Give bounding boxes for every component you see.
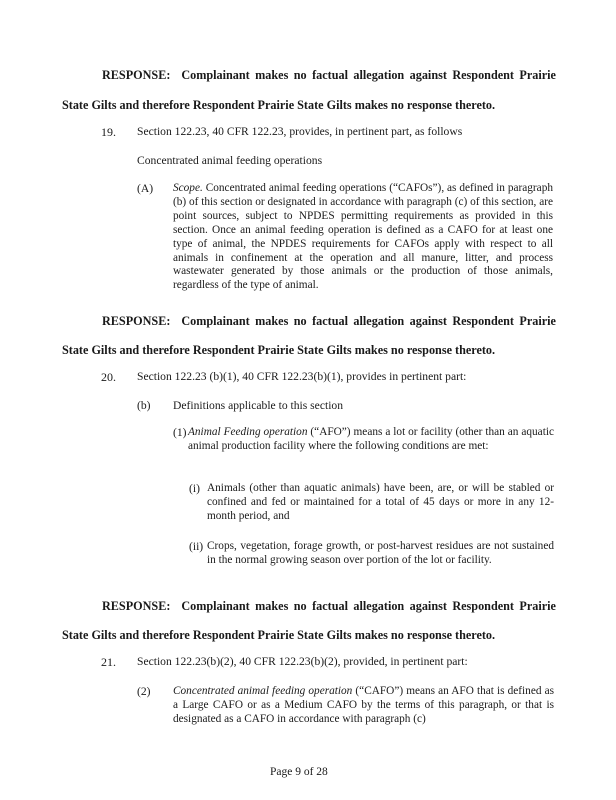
section-intro: Section 122.23, 40 CFR 122.23, provides, in pertinent part, as follows [137, 125, 463, 138]
item-label: (A) [137, 182, 154, 195]
page-number: Page 9 of 28 [270, 766, 328, 778]
response-line-1 [62, 68, 556, 82]
scope-paragraph [173, 182, 553, 293]
scope-text: Concentrated animal feeding operations (“CAFOs”), as defined in paragraph (b) of this section or designated in accordance with paragraph (c) of this section, are point sources, subject to NPDES permitting requirements as provided in this section. Once an animal feeding operation is defined as a CAFO for at least one type of animal, the NPDES requirements for CAFOs apply with respect to all animals in confinement at the operation and all manure, litter, and process wastewater generated by those animals or the production of those animals, regardless of the type of animal. [173, 182, 553, 292]
response-label: RESPONSE: [102, 68, 171, 82]
section-number: 21. [101, 655, 116, 669]
afo-definition [188, 426, 554, 454]
response-label: RESPONSE: [102, 599, 171, 613]
section-number: 20. [101, 370, 116, 384]
condition-label: (i) [189, 482, 200, 495]
response-line-2: State Gilts and therefore Respondent Prairie State Gilts makes no response thereto. [62, 343, 496, 357]
definition-label: (2) [137, 685, 151, 698]
response-text: Complainant makes no factual allegation against Respondent Prairie [181, 599, 556, 613]
response-text: Complainant makes no factual allegation against Respondent Prairie [181, 314, 556, 328]
section-intro: Section 122.23 (b)(1), 40 CFR 122.23(b)(1), provides in pertinent part: [137, 370, 467, 383]
response-line-2: State Gilts and therefore Respondent Prairie State Gilts makes no response thereto. [62, 98, 496, 112]
cafo-definition [173, 685, 554, 727]
response-text: Complainant makes no factual allegation against Respondent Prairie [181, 68, 556, 82]
scope-heading: Scope. [173, 182, 203, 194]
response-line-2: State Gilts and therefore Respondent Prairie State Gilts makes no response thereto. [62, 628, 496, 642]
section-intro: Section 122.23(b)(2), 40 CFR 122.23(b)(2), provided, in pertinent part: [137, 655, 468, 668]
cafo-text: (“CAFO”) means an AFO that is defined as a Large CAFO or as a Medium CAFO by the terms of this paragraph, or that is designated as a CAFO in accordance with paragraph (c) [173, 685, 554, 725]
subsection-text: Definitions applicable to this section [173, 399, 344, 412]
subsection-label: (b) [137, 399, 151, 412]
response-line-1 [62, 314, 556, 328]
condition-label: (ii) [189, 540, 204, 553]
section-number: 19. [101, 125, 116, 139]
definition-label: (1) [173, 426, 187, 439]
section-subtitle: Concentrated animal feeding operations [137, 154, 323, 167]
afo-text: (“AFO”) means a lot or facility (other than an aquatic animal production facility where the following conditions are met: [188, 426, 554, 452]
response-label: RESPONSE: [102, 314, 171, 328]
response-line-1 [62, 599, 556, 613]
condition-text: Animals (other than aquatic animals) have been, are, or will be stabled or confined and fed or maintained for a total of 45 days or more in any 12-month period, and [207, 482, 554, 522]
condition-text: Crops, vegetation, forage growth, or post-harvest residues are not sustained in the normal growing season over portion of the lot or facility. [207, 540, 554, 566]
cafo-heading: Concentrated animal feeding operation [173, 685, 353, 697]
afo-heading: Animal Feeding operation [188, 426, 308, 438]
